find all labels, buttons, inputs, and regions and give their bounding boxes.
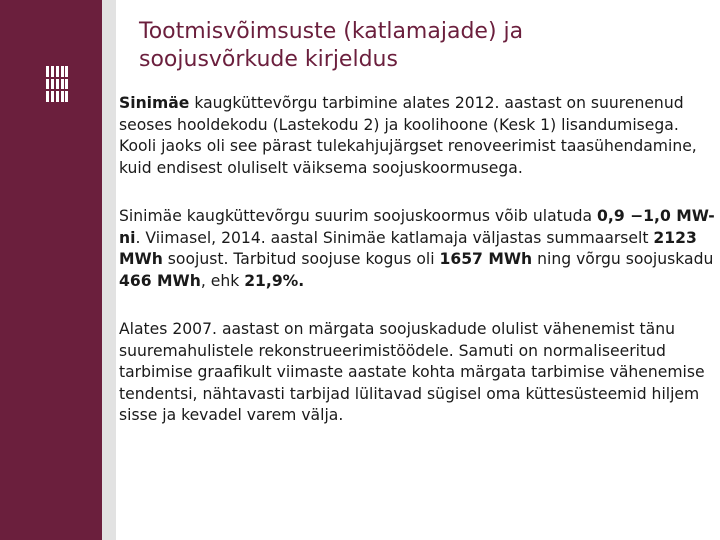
paragraph-text: , ehk <box>200 271 245 290</box>
slide-title <box>139 18 699 74</box>
bold-value: 21,9%. <box>244 271 305 290</box>
paragraph-1 <box>119 93 715 179</box>
bold-value: 466 MWh <box>119 271 201 290</box>
bold-value: 2123 MWh <box>119 228 697 268</box>
sidebar-strip <box>102 0 116 540</box>
bold-value: 1657 MWh <box>439 250 533 268</box>
paragraph-text: Sinimäe kaugküttevõrgu suurim soojuskoormus võib ulatuda <box>119 207 598 225</box>
paragraph-text: soojust. Tarbitud soojuse kogus oli <box>162 250 440 268</box>
paragraph-text: Alates 2007. aastast on märgata soojuskadude olulist vähenemist tänu suuremahulistele rekonstrueerimistöödele. Samuti on normaliseeritud tarbimise graafikult viimaste aastate kohta märgata tarbimise vähenemise tendentsi, nähtavasti tarbijad lülitavad sügisel oma küttesüsteemid hiljem sisse ja kevadel varem välja. <box>119 320 705 424</box>
bold-term: Sinimäe <box>119 94 190 112</box>
sidebar-panel <box>0 0 102 540</box>
title-line-2: soojusvõrkude kirjeldus <box>139 47 398 72</box>
paragraph-3 <box>119 319 715 427</box>
paragraph-2 <box>119 206 715 292</box>
bold-value: 0,9 −1,0 MW-ni <box>119 207 715 247</box>
paragraph-text: . Viimasel, 2014. aastal Sinimäe katlamaja väljastas summaarselt <box>135 228 654 247</box>
paragraph-text: ning võrgu soojuskadu <box>532 250 714 268</box>
title-line-1: Tootmisvõimsuste (katlamajade) ja <box>139 19 524 44</box>
paragraph-text: kaugküttevõrgu tarbimine alates 2012. aastast on suurenenud seoses hooldekodu (Lastekodu 2) ja koolihoone (Kesk 1) lisandumisega. Kooli jaoks oli see pärast tulekahjujärgset renoveerimist taasühendamine, kuid endisest oluliselt väiksema soojuskoormusega. <box>119 94 697 177</box>
slide-body <box>119 93 715 454</box>
bar-grid-logo-icon <box>46 66 68 102</box>
